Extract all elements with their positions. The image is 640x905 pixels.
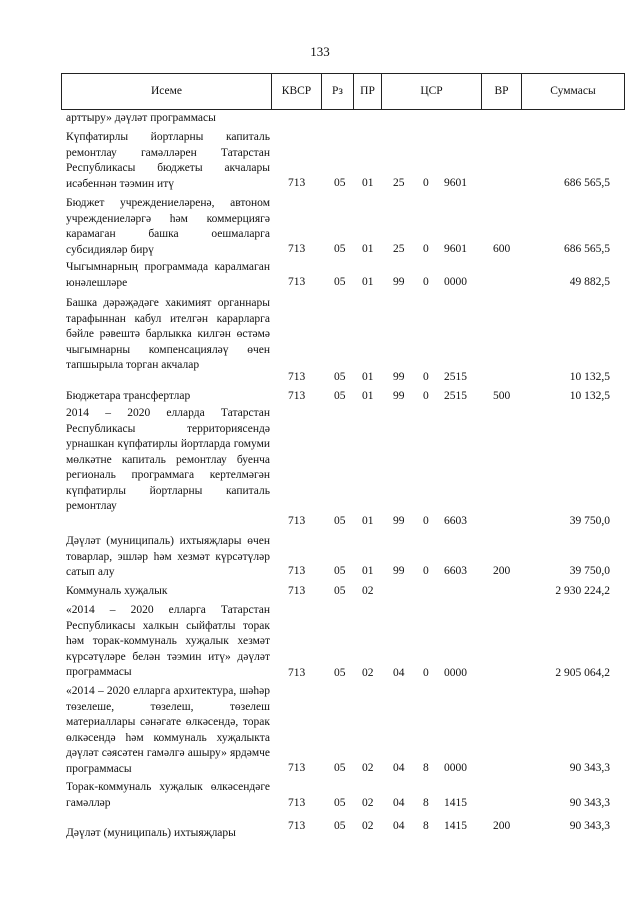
row-csr-subprogram: 0 xyxy=(423,667,429,679)
row-name: Торак-коммуналь хуҗалык өлкәсендәге гамәлләр xyxy=(66,781,270,809)
row-vr: 600 xyxy=(493,243,511,255)
row-sum: 10 132,5 xyxy=(569,371,610,383)
row-rz: 05 xyxy=(334,371,346,383)
row-vr: 200 xyxy=(493,820,511,832)
row-pr: 02 xyxy=(362,797,374,809)
row-name: Бюджетара трансфертлар xyxy=(66,390,191,402)
row-name: «2014 – 2020 елларга архитектура, шәһәр төзелеше, төзелеш, төзелеш материаллары сәнәгате өлкәсендә, торак өлкәсендә һәм коммуналь хуҗалыкта дәүләт сәясәтен гамәлгә ашыру» ярдәмче программасы xyxy=(66,685,270,775)
row-csr-program: 04 xyxy=(393,797,405,809)
row-csr-subprogram: 0 xyxy=(423,515,429,527)
row-name: Башка дәрәҗәдәге хакимият органнары тарафыннан кабул ителгән карарларга бәйле рәвештә барлыкка килгән өстәмә чыгымнарны компенсацияләү өчен тапшырыла торган акчалар xyxy=(66,297,270,371)
row-sum: 686 565,5 xyxy=(564,243,610,255)
row-rz: 05 xyxy=(334,515,346,527)
row-csr-subprogram: 8 xyxy=(423,762,429,774)
row-name: Коммуналь хуҗалык xyxy=(66,585,168,597)
row-kvsr: 713 xyxy=(288,565,306,577)
row-pr: 02 xyxy=(362,820,374,832)
row-csr-program: 25 xyxy=(393,243,405,255)
row-name: Дәүләт (муниципаль) ихтыяҗлары xyxy=(66,827,236,839)
row-name: Чыгымнарның программада каралмаган юнәлешләре xyxy=(66,261,270,289)
header-pr: ПР xyxy=(353,74,381,109)
row-sum: 2 905 064,2 xyxy=(555,667,610,679)
row-pr: 01 xyxy=(362,390,374,402)
row-pr: 01 xyxy=(362,177,374,189)
row-pr: 01 xyxy=(362,371,374,383)
row-rz: 05 xyxy=(334,390,346,402)
row-vr: 200 xyxy=(493,565,511,577)
row-csr-program: 99 xyxy=(393,390,405,402)
row-csr-subprogram: 0 xyxy=(423,243,429,255)
row-name: Күпфатирлы йортларны капиталь ремонтлау гамәлләрен Татарстан Республикасы бюджеты акчалары исәбеннән тәэмин итү xyxy=(66,131,270,190)
row-kvsr: 713 xyxy=(288,515,306,527)
row-csr-code: 1415 xyxy=(444,797,467,809)
row-csr-program: 04 xyxy=(393,820,405,832)
row-csr-program: 99 xyxy=(393,371,405,383)
row-sum: 90 343,3 xyxy=(569,762,610,774)
row-name: «2014 – 2020 елларга Татарстан Республикасы халкын сыйфатлы торак һәм торак-коммуналь хуҗалык хезмәт күрсәтүләре белән тәэмин итү» дәүләт программасы xyxy=(66,604,270,678)
header-csr: ЦСР xyxy=(381,74,481,109)
row-sum: 39 750,0 xyxy=(569,515,610,527)
row-csr-code: 6603 xyxy=(444,515,467,527)
row-csr-code: 9601 xyxy=(444,177,467,189)
row-kvsr: 713 xyxy=(288,762,306,774)
row-name: арттыру» дәүләт программасы xyxy=(66,112,216,124)
row-pr: 02 xyxy=(362,667,374,679)
row-name: Дәүләт (муниципаль) ихтыяҗлары өчен товарлар, эшләр һәм хезмәт күрсәтүләр сатып алу xyxy=(66,535,270,578)
row-csr-code: 1415 xyxy=(444,820,467,832)
row-rz: 05 xyxy=(334,276,346,288)
row-vr: 500 xyxy=(493,390,511,402)
row-name: Бюджет учреждениеләренә, автоном учреждениеләргә һәм коммерциягә карамаган башка оешмаларга субсидияләр бирү xyxy=(66,197,270,256)
row-pr: 02 xyxy=(362,585,374,597)
row-csr-program: 04 xyxy=(393,762,405,774)
row-pr: 01 xyxy=(362,515,374,527)
row-rz: 05 xyxy=(334,565,346,577)
row-sum: 90 343,3 xyxy=(569,820,610,832)
row-csr-program: 99 xyxy=(393,565,405,577)
row-kvsr: 713 xyxy=(288,667,306,679)
header-vr: ВР xyxy=(481,74,521,109)
row-csr-program: 25 xyxy=(393,177,405,189)
row-sum: 686 565,5 xyxy=(564,177,610,189)
row-csr-code: 2515 xyxy=(444,371,467,383)
row-sum: 39 750,0 xyxy=(569,565,610,577)
row-rz: 05 xyxy=(334,667,346,679)
row-name: 2014 – 2020 елларда Татарстан Республикасы территориясендә урнашкан күпфатирлы йортларда гомуми мөлкәтне капиталь ремонтлау буенча региональ программага кертелмәгән күпфатирлы йортларны капиталь ремонтлау xyxy=(66,407,270,512)
header-kvsr: КВСР xyxy=(271,74,321,109)
row-csr-subprogram: 0 xyxy=(423,177,429,189)
table-header xyxy=(61,73,625,110)
row-csr-code: 9601 xyxy=(444,243,467,255)
row-pr: 02 xyxy=(362,762,374,774)
row-csr-code: 2515 xyxy=(444,390,467,402)
row-pr: 01 xyxy=(362,276,374,288)
row-sum: 90 343,3 xyxy=(569,797,610,809)
row-csr-code: 0000 xyxy=(444,276,467,288)
row-csr-subprogram: 0 xyxy=(423,371,429,383)
row-rz: 05 xyxy=(334,243,346,255)
row-rz: 05 xyxy=(334,797,346,809)
row-kvsr: 713 xyxy=(288,390,306,402)
row-rz: 05 xyxy=(334,177,346,189)
row-kvsr: 713 xyxy=(288,177,306,189)
row-rz: 05 xyxy=(334,762,346,774)
row-csr-subprogram: 0 xyxy=(423,390,429,402)
header-name: Исеме xyxy=(61,74,271,109)
row-pr: 01 xyxy=(362,565,374,577)
row-kvsr: 713 xyxy=(288,585,306,597)
row-csr-program: 99 xyxy=(393,276,405,288)
header-sum: Суммасы xyxy=(521,74,625,109)
row-rz: 05 xyxy=(334,820,346,832)
row-csr-subprogram: 0 xyxy=(423,565,429,577)
row-sum: 10 132,5 xyxy=(569,390,610,402)
row-sum: 2 930 224,2 xyxy=(555,585,610,597)
page-number: 133 xyxy=(310,44,330,59)
row-pr: 01 xyxy=(362,243,374,255)
row-csr-subprogram: 8 xyxy=(423,797,429,809)
row-csr-code: 0000 xyxy=(444,667,467,679)
row-csr-program: 04 xyxy=(393,667,405,679)
row-kvsr: 713 xyxy=(288,276,306,288)
row-csr-code: 0000 xyxy=(444,762,467,774)
row-csr-program: 99 xyxy=(393,515,405,527)
header-rz: Рз xyxy=(321,74,353,109)
row-kvsr: 713 xyxy=(288,797,306,809)
row-kvsr: 713 xyxy=(288,371,306,383)
row-csr-subprogram: 0 xyxy=(423,276,429,288)
row-kvsr: 713 xyxy=(288,820,306,832)
row-sum: 49 882,5 xyxy=(569,276,610,288)
row-csr-code: 6603 xyxy=(444,565,467,577)
row-rz: 05 xyxy=(334,585,346,597)
row-kvsr: 713 xyxy=(288,243,306,255)
row-csr-subprogram: 8 xyxy=(423,820,429,832)
